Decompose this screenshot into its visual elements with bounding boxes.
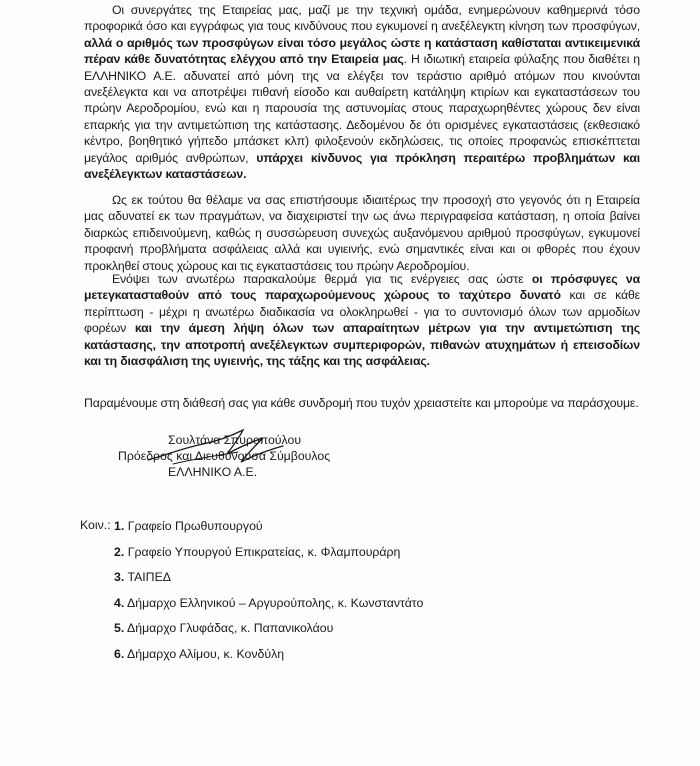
signature-block [118,432,358,512]
body-text: Οι συνεργάτες της Εταιρείας μας, μαζί με την τεχνική ομάδα, ενημερώνουν καθημερινά τόσο προφορικά όσο και εγγράφως για τους κινδύνους που εγκυμονεί η ανεξέλεγκτη κίνηση των προσφύγων, [84,3,640,34]
cc-item [114,620,423,646]
cc-label: Κοιν.: [80,518,111,532]
paragraph-1 [84,2,640,182]
cc-list [114,518,423,671]
emphasized-text: αλλά ο αριθμός των προσφύγων είναι τόσο μεγάλος ώστε η κατάσταση καθίσταται αντικειμενικά πέραν κάθε δυνατότητας ελέγχου από την Εταιρεία μας [84,35,640,67]
cc-item-number: 5. [114,621,125,635]
cc-item [114,518,423,544]
body-text: και σε κάθε περίπτωση - μέχρι η ανωτέρω διαδικασία να ολοκληρωθεί - για το συντονισμό όλων των αρμοδίων φορέων [84,288,640,336]
cc-item-number: 1. [114,519,125,533]
paragraph-2 [84,192,640,274]
body-text: Ενόψει των ανωτέρω παρακαλούμε θερμά για τις ενέργειες σας ώστε [112,272,532,286]
cc-item [114,646,423,672]
emphasized-text: και την άμεση λήψη όλων των απαραίτητων μέτρων για την αντιμετώπιση της κατάστασης, την αποτροπή ανεξέλεγκτων συμπεριφορών, πιθανών ατυχημάτων ή επεισοδίων και τη διασφάλιση της υγιεινής, της τάξης και της ασφάλειας. [84,321,640,369]
body-text: Παραμένουμε στη διάθεσή σας για κάθε συνδρομή που τυχόν χρειαστείτε και μπορούμε να παράσχουμε. [84,396,639,410]
cc-item-text: ΤΑΙΠΕΔ [127,570,171,584]
cc-item [114,544,423,570]
cc-item-number: 2. [114,544,125,559]
cc-item-text: Δήμαρχο Ελληνικού – Αργυρούπολης, κ. Κωνσταντάτο [127,595,424,610]
cc-item-text: Δήμαρχο Αλίμου, κ. Κονδύλη [127,646,285,661]
signer-name: Σουλτάνα Σπυροπούλου [168,433,302,447]
emphasized-text: οι πρόσφυγες να μετεγκατασταθούν από τους παραχωρούμενους χώρους το ταχύτερο δυνατό [84,272,640,303]
body-text: . Η ιδιωτική εταιρεία φύλαξης που διαθέτει η ΕΛΛΗΝΙΚΟ Α.Ε. αδυνατεί από μόνη της να ελέγξει τον τεράστιο αριθμό ατόμων που κινούνται ανεξέλεγκτα και να αποτρέψει πιθανή είσοδο και αυθαίρετη κατάληψη κτιρίων και εγκαταστάσεων του πρώην Αεροδρομίου, ενώ και η παρουσία της αστυνομίας στους παραχωρηθέντες χώρους δεν είναι επαρκής για την αντιμετώπιση της κατάστασης. Δεδομένου δε ότι ορισμένες εγκαταστάσεις (εκθεσιακό κέντρο, βοηθητικό γήπεδο μπάσκετ κλπ) φιλοξενούν εκδηλώσεις, τις οποίες προφανώς επισκέπτεται μεγάλος αριθμός ανθρώπων, [84,52,640,165]
paragraph-3 [84,271,640,369]
cc-item [114,569,423,595]
cc-item-text: Δήμαρχο Γλυφάδας, κ. Παπανικολάου [127,621,334,635]
emphasized-text: υπάρχει κίνδυνος για πρόκληση περαιτέρω προβλημάτων και ανεξέλεγκτων καταστάσεων. [84,150,640,182]
body-text: Ως εκ τούτου θα θέλαμε να σας επιστήσουμε ιδιαιτέρως την προσοχή στο γεγονός ότι η Εταιρεία μας αδυνατεί εκ των πραγμάτων, να διαχειριστεί την ως άνω περιγραφείσα κατάσταση, η οποία βαίνει διαρκώς επιδεινούμενη, καθώς η συσσώρευση συνεχώς αυξανόμενου αριθμού προσφύγων, εγκυμονεί προφανή προβλήματα ασφάλειας αλλά και υγιεινής, ενώ σημαντικές είναι και οι φθορές που έχουν προκληθεί στους χώρους και τις εγκαταστάσεις του πρώην Αεροδρομίου. [84,193,640,273]
cc-item-number: 4. [114,595,125,610]
cc-item-number: 3. [114,570,125,584]
cc-item [114,595,423,621]
cc-item-text: Γραφείο Πρωθυπουργού [127,519,263,533]
paragraph-closing [84,395,664,411]
cc-item-number: 6. [114,646,125,661]
signer-title: Πρόεδρος και Διευθύνουσα Σύμβουλος [118,449,331,463]
cc-item-text: Γραφείο Υπουργού Επικρατείας, κ. Φλαμπουράρη [127,544,401,559]
signer-organization: ΕΛΛΗΝΙΚΟ Α.Ε. [168,465,258,479]
